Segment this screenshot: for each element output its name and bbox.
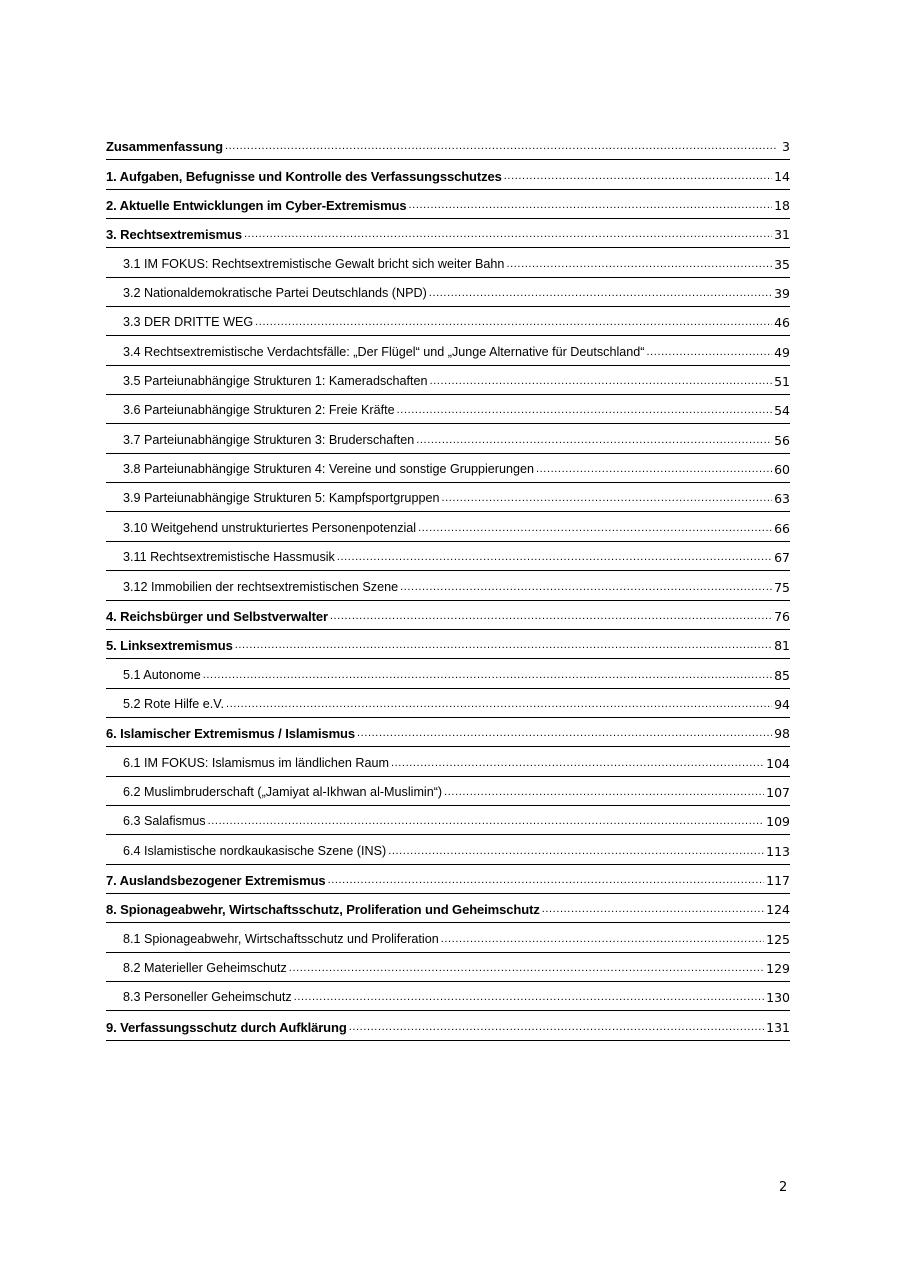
dot-leader [337, 550, 772, 565]
dot-leader [226, 697, 772, 712]
dot-leader [506, 257, 772, 272]
toc-subentry[interactable] [106, 571, 790, 600]
dot-leader [255, 315, 772, 330]
toc-entry-page: 124 [766, 902, 790, 918]
page-number: 2 [779, 1180, 788, 1195]
toc-entry-page: 51 [774, 374, 790, 390]
toc-entry-title: 5.1 Autonome [123, 667, 201, 682]
toc-entry-page: 49 [774, 344, 790, 360]
toc-entry-title: 3.9 Parteiunabhängige Strukturen 5: Kampfsportgruppen [123, 491, 440, 506]
dot-leader [289, 961, 764, 976]
toc-entry-title: Zusammenfassung [106, 139, 223, 155]
toc-subentry[interactable] [106, 248, 790, 277]
toc-entry-title: 3.6 Parteiunabhängige Strukturen 2: Freie Kräfte [123, 403, 395, 418]
toc-entry-title: 8.2 Materieller Geheimschutz [123, 960, 287, 975]
dot-leader [397, 403, 772, 418]
toc-entry-title: 6.2 Muslimbruderschaft („Jamiyat al-Ikhwan al-Muslimin“) [123, 784, 443, 799]
dot-leader [357, 726, 772, 741]
toc-entry-page: 35 [774, 256, 790, 272]
dot-leader [536, 462, 772, 477]
toc-subentry[interactable] [106, 953, 790, 982]
dot-leader [225, 139, 776, 154]
toc-entry-title: 4. Reichsbürger und Selbstverwalter [106, 608, 328, 624]
toc-entry[interactable] [106, 601, 790, 630]
toc-entry-page: 46 [774, 315, 790, 331]
toc-entry-page: 125 [766, 931, 790, 947]
toc-subentry[interactable] [106, 982, 790, 1011]
toc-entry[interactable] [106, 894, 790, 923]
toc-entry-page: 104 [766, 755, 790, 771]
toc-entry-title: 3.2 Nationaldemokratische Partei Deutschlands (NPD) [123, 286, 427, 301]
toc-entry[interactable] [106, 190, 790, 219]
toc-subentry[interactable] [106, 777, 790, 806]
toc-entry-title: 8. Spionageabwehr, Wirtschaftsschutz, Proliferation und Geheimschutz [106, 902, 540, 918]
toc-subentry[interactable] [106, 307, 790, 336]
toc-entry-title: 3.7 Parteiunabhängige Strukturen 3: Bruderschaften [123, 432, 415, 447]
toc-entry-page: 94 [774, 696, 790, 712]
toc-entry[interactable] [106, 630, 790, 659]
toc-entry-title: 8.3 Personeller Geheimschutz [123, 990, 292, 1005]
toc-entry-title: 3.8 Parteiunabhängige Strukturen 4: Vereine und sonstige Gruppierungen [123, 462, 534, 477]
toc-entry-page: 66 [774, 520, 790, 536]
dot-leader [330, 609, 772, 624]
dot-leader [391, 756, 764, 771]
toc-subentry[interactable] [106, 278, 790, 307]
toc-entry-title: 3.11 Rechtsextremistische Hassmusik [123, 550, 335, 565]
toc-entry[interactable] [106, 718, 790, 747]
toc-subentry[interactable] [106, 835, 790, 864]
toc-entry-page: 117 [766, 872, 790, 888]
toc-entry-title: 6.3 Salafismus [123, 814, 206, 829]
toc-entry-page: 76 [774, 608, 790, 624]
toc-subentry[interactable] [106, 454, 790, 483]
dot-leader [409, 198, 773, 213]
toc-subentry[interactable] [106, 747, 790, 776]
toc-entry-title: 5. Linksextremismus [106, 638, 233, 654]
toc-entry-title: 3. Rechtsextremismus [106, 227, 243, 243]
dot-leader [328, 873, 765, 888]
toc-subentry[interactable] [106, 659, 790, 688]
dot-leader [235, 638, 772, 653]
toc-subentry[interactable] [106, 366, 790, 395]
toc-entry-title: 2. Aktuelle Entwicklungen im Cyber-Extremismus [106, 198, 407, 214]
dot-leader [203, 668, 772, 683]
dot-leader [504, 169, 772, 184]
toc-entry-page: 56 [774, 432, 790, 448]
toc-subentry[interactable] [106, 395, 790, 424]
toc-subentry[interactable] [106, 512, 790, 541]
toc-entry-title: 3.4 Rechtsextremistische Verdachtsfälle: „Der Flügel“ und „Junge Alternative für Deutschland“ [123, 344, 645, 359]
toc-subentry[interactable] [106, 806, 790, 835]
toc-entry-page: 75 [774, 579, 790, 595]
toc-subentry[interactable] [106, 689, 790, 718]
toc-entry-page: 18 [774, 198, 790, 214]
toc-entry-page: 54 [774, 403, 790, 419]
dot-leader [208, 814, 765, 829]
toc-entry-page: 60 [774, 462, 790, 478]
table-of-contents [106, 131, 790, 1041]
toc-entry-page: 109 [766, 814, 790, 830]
toc-entry-title: 6.1 IM FOKUS: Islamismus im ländlichen Raum [123, 755, 389, 770]
dot-leader [416, 433, 772, 448]
toc-entry-title: 1. Aufgaben, Befugnisse und Kontrolle des Verfassungsschutzes [106, 168, 502, 184]
toc-entry-title: 8.1 Spionageabwehr, Wirtschaftsschutz und Proliferation [123, 931, 439, 946]
dot-leader [418, 521, 772, 536]
toc-entry-title: 6.4 Islamistische nordkaukasische Szene (INS) [123, 843, 387, 858]
toc-entry-page: 85 [774, 667, 790, 683]
dot-leader [430, 374, 773, 389]
toc-entry-page: 3 [782, 139, 790, 155]
toc-entry-title: 7. Auslandsbezogener Extremismus [106, 872, 326, 888]
dot-leader [244, 227, 772, 242]
dot-leader [294, 990, 764, 1005]
toc-entry[interactable] [106, 131, 790, 160]
dot-leader [349, 1020, 764, 1035]
toc-entry-page: 130 [766, 990, 790, 1006]
toc-entry-title: 3.1 IM FOKUS: Rechtsextremistische Gewalt bricht sich weiter Bahn [123, 256, 505, 271]
toc-entry[interactable] [106, 1011, 790, 1040]
toc-entry-title: 9. Verfassungsschutz durch Aufklärung [106, 1019, 347, 1035]
toc-entry-page: 31 [774, 227, 790, 243]
toc-entry-page: 113 [766, 843, 790, 859]
toc-entry[interactable] [106, 865, 790, 894]
toc-entry-page: 81 [774, 638, 790, 654]
dot-leader [441, 932, 764, 947]
dot-leader [429, 286, 772, 301]
toc-entry-page: 67 [774, 550, 790, 566]
dot-leader [400, 580, 772, 595]
toc-entry-page: 63 [774, 491, 790, 507]
dot-leader [444, 785, 764, 800]
toc-entry[interactable] [106, 219, 790, 248]
toc-entry-title: 5.2 Rote Hilfe e.V. [123, 696, 225, 711]
toc-entry-title: 3.5 Parteiunabhängige Strukturen 1: Kameradschaften [123, 374, 428, 389]
toc-entry-page: 98 [774, 726, 790, 742]
toc-subentry[interactable] [106, 483, 790, 512]
toc-entry[interactable] [106, 160, 790, 189]
toc-subentry[interactable] [106, 336, 790, 365]
toc-entry-page: 39 [774, 286, 790, 302]
dot-leader [441, 491, 772, 506]
toc-subentry[interactable] [106, 542, 790, 571]
toc-entry-title: 3.12 Immobilien der rechtsextremistischen Szene [123, 579, 399, 594]
toc-entry-title: 3.3 DER DRITTE WEG [123, 315, 254, 330]
toc-entry-page: 129 [766, 960, 790, 976]
dot-leader [647, 345, 773, 360]
toc-entry-title: 3.10 Weitgehend unstrukturiertes Personenpotenzial [123, 520, 417, 535]
toc-entry-page: 131 [766, 1019, 790, 1035]
toc-subentry[interactable] [106, 923, 790, 952]
toc-entry-title: 6. Islamischer Extremismus / Islamismus [106, 726, 356, 742]
dot-leader [388, 844, 764, 859]
toc-subentry[interactable] [106, 424, 790, 453]
toc-entry-page: 107 [766, 784, 790, 800]
toc-entry-page: 14 [774, 168, 790, 184]
dot-leader [542, 902, 764, 917]
